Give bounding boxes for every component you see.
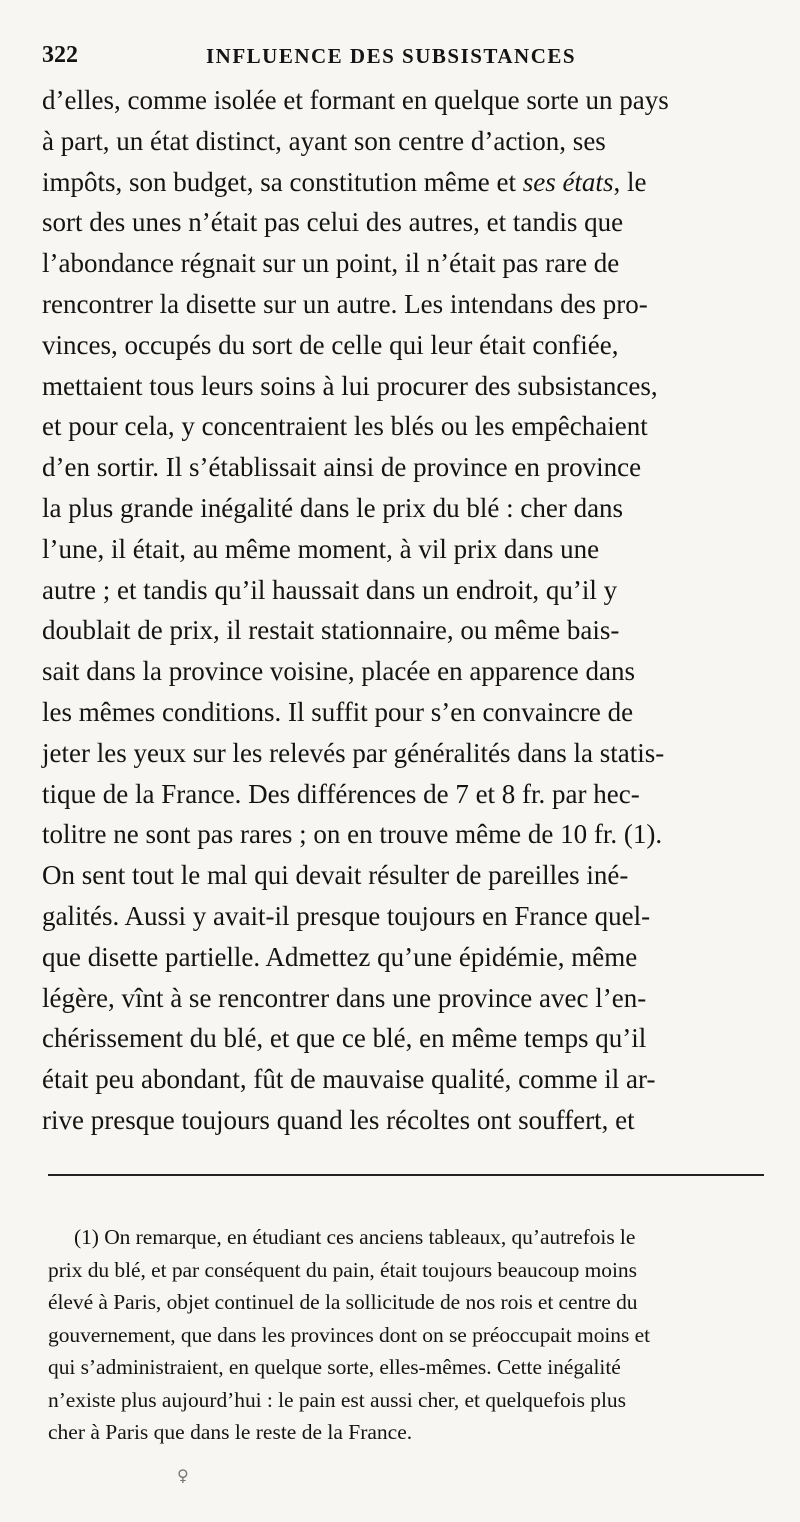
text-line: galités. Aussi y avait-il presque toujours en France quel- — [42, 900, 651, 931]
text-line: d’elles, comme isolée et formant en quelque sorte un pays — [42, 85, 669, 115]
page-number: 322 — [42, 42, 78, 68]
text-line: sort des unes n’était pas celui des autres, et tandis que — [42, 207, 624, 238]
text-line-part: impôts, son budget, sa constitution même et — [42, 166, 523, 197]
footnote-line: prix du blé, et par conséquent du pain, était toujours beaucoup moins — [48, 1257, 637, 1282]
text-line: que disette partielle. Admettez qu’une épidémie, même — [42, 941, 638, 972]
text-line: les mêmes conditions. Il suffit pour s’en convaincre de — [42, 696, 634, 727]
text-line-part: , le — [613, 166, 647, 197]
footnote-line: qui s’administraient, en quelque sorte, elles-mêmes. Cette inégalité — [48, 1355, 621, 1379]
text-line: doublait de prix, il restait stationnaire, ou même bais- — [42, 615, 620, 646]
italic-text: ses états — [522, 166, 614, 197]
printer-ornament: ♀ — [177, 1466, 189, 1485]
text-line: chérissement du blé, et que ce blé, en même temps qu’il — [42, 1023, 647, 1054]
text-line: d’en sortir. Il s’établissait ainsi de province en province — [42, 452, 642, 483]
text-line: légère, vînt à se rencontrer dans une province avec l’en- — [42, 982, 647, 1013]
footnote-divider — [48, 1174, 764, 1176]
text-line: et pour cela, y concentraient les blés ou les empêchaient — [42, 411, 648, 442]
footnote-line: cher à Paris que dans le reste de la France. — [48, 1420, 413, 1444]
page-header — [42, 42, 757, 78]
footnote-line: élevé à Paris, objet continuel de la sollicitude de nos rois et centre du — [48, 1290, 638, 1314]
text-line: était peu abondant, fût de mauvaise qualité, comme il ar- — [42, 1064, 656, 1095]
text-line: tolitre ne sont pas rares ; on en trouve même de 10 fr. (1). — [42, 819, 663, 850]
text-line: sait dans la province voisine, placée en apparence dans — [42, 656, 635, 687]
text-line: à part, un état distinct, ayant son centre d’action, ses — [42, 125, 606, 156]
text-line: mettaient tous leurs soins à lui procurer des subsistances, — [42, 370, 658, 401]
text-line: jeter les yeux sur les relevés par généralités dans la statis- — [42, 737, 665, 768]
text-line: l’une, il était, au même moment, à vil prix dans une — [42, 533, 600, 564]
footnote — [48, 1221, 768, 1449]
text-line: la plus grande inégalité dans le prix du blé : cher dans — [42, 492, 624, 523]
running-title: INFLUENCE DES SUBSISTANCES — [206, 44, 577, 68]
text-line: vinces, occupés du sort de celle qui leur était confiée, — [42, 329, 619, 360]
footnote-line: gouvernement, que dans les provinces dont on se préoccupait moins et — [48, 1322, 651, 1347]
footnote-line: (1) On remarque, en étudiant ces anciens tableaux, qu’autrefois le — [74, 1225, 636, 1249]
text-line: l’abondance régnait sur un point, il n’était pas rare de — [42, 248, 620, 279]
text-line: rive presque toujours quand les récoltes ont souffert, et — [42, 1104, 635, 1135]
text-line — [42, 162, 760, 203]
text-line: rencontrer la disette sur un autre. Les intendans des pro- — [42, 288, 648, 319]
text-line: On sent tout le mal qui devait résulter de pareilles iné- — [42, 860, 629, 891]
text-line: autre ; et tandis qu’il haussait dans un endroit, qu’il y — [42, 574, 618, 605]
main-text — [42, 80, 760, 1141]
text-line: tique de la France. Des différences de 7 et 8 fr. par hec- — [42, 778, 640, 809]
footnote-line: n’existe plus aujourd’hui : le pain est aussi cher, et quelquefois plus — [48, 1387, 626, 1412]
